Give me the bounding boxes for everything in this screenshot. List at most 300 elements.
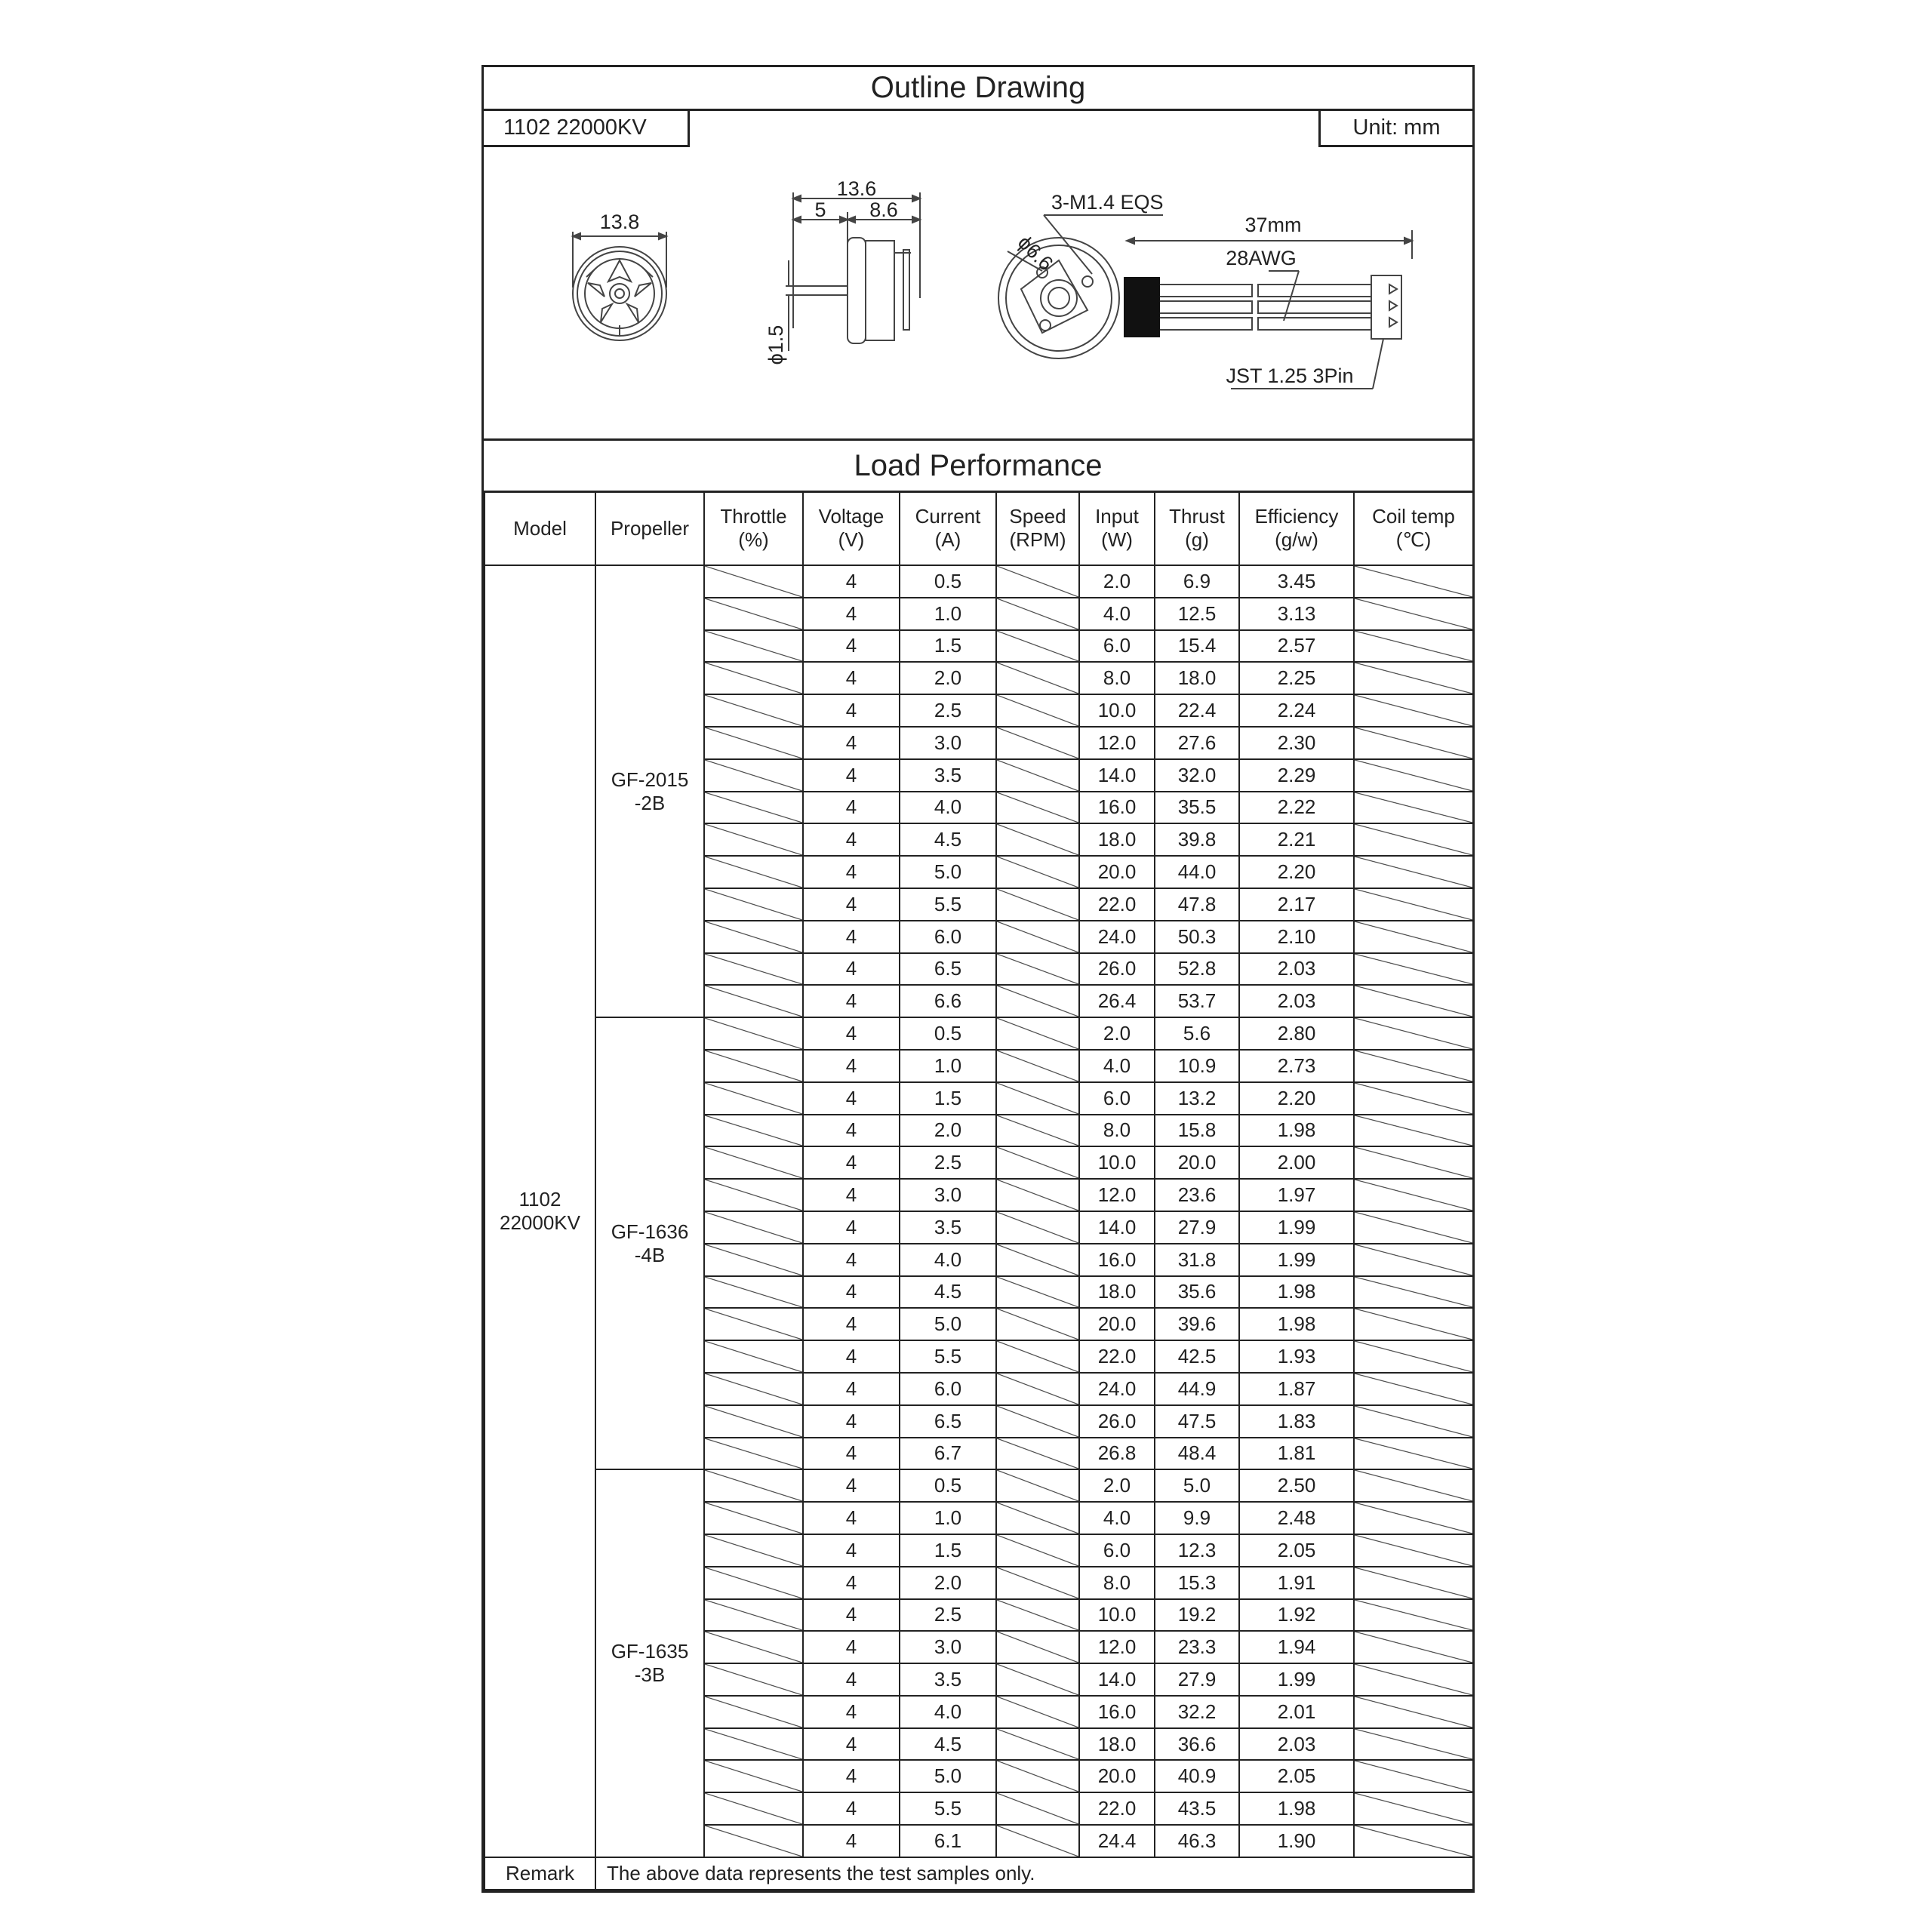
efficiency-cell: 1.99 — [1239, 1211, 1354, 1244]
thrust-cell: 23.3 — [1155, 1631, 1239, 1663]
throttle-cell — [704, 1567, 803, 1599]
efficiency-cell: 1.99 — [1239, 1244, 1354, 1276]
shaft-diameter-dim: ϕ1.5 — [764, 325, 787, 365]
current-cell: 2.0 — [900, 1115, 996, 1147]
lead-length-dim: 37mm — [1244, 214, 1302, 236]
model-cell: 1102 22000KV — [485, 565, 595, 1857]
throttle-cell — [704, 1308, 803, 1340]
thrust-cell: 32.2 — [1155, 1696, 1239, 1728]
efficiency-cell: 1.98 — [1239, 1792, 1354, 1825]
speed-cell — [996, 1373, 1079, 1405]
current-cell: 6.5 — [900, 1405, 996, 1438]
voltage-cell: 4 — [803, 985, 900, 1017]
input-cell: 18.0 — [1079, 823, 1155, 856]
coil-temp-cell — [1354, 1405, 1473, 1438]
coil-temp-cell — [1354, 1567, 1473, 1599]
header-speed: Speed (RPM) — [996, 491, 1079, 565]
current-cell: 3.5 — [900, 1211, 996, 1244]
current-cell: 6.6 — [900, 985, 996, 1017]
coil-temp-cell — [1354, 1534, 1473, 1567]
thrust-cell: 48.4 — [1155, 1438, 1239, 1470]
coil-temp-cell — [1354, 1276, 1473, 1309]
speed-cell — [996, 1728, 1079, 1761]
efficiency-cell: 1.97 — [1239, 1179, 1354, 1211]
input-cell: 22.0 — [1079, 1792, 1155, 1825]
current-cell: 1.5 — [900, 630, 996, 663]
throttle-cell — [704, 856, 803, 888]
speed-cell — [996, 1146, 1079, 1179]
throttle-cell — [704, 1825, 803, 1857]
input-cell: 2.0 — [1079, 1469, 1155, 1502]
coil-temp-cell — [1354, 662, 1473, 694]
voltage-cell: 4 — [803, 1760, 900, 1792]
efficiency-cell: 2.22 — [1239, 792, 1354, 824]
speed-cell — [996, 888, 1079, 921]
input-cell: 16.0 — [1079, 1244, 1155, 1276]
efficiency-cell: 2.05 — [1239, 1760, 1354, 1792]
input-cell: 18.0 — [1079, 1728, 1155, 1761]
coil-temp-cell — [1354, 1340, 1473, 1373]
current-cell: 1.0 — [900, 1502, 996, 1534]
current-cell: 5.0 — [900, 856, 996, 888]
voltage-cell: 4 — [803, 856, 900, 888]
speed-cell — [996, 1696, 1079, 1728]
side-body-dim: 8.6 — [869, 198, 898, 221]
input-cell: 4.0 — [1079, 598, 1155, 630]
throttle-cell — [704, 792, 803, 824]
throttle-cell — [704, 630, 803, 663]
speed-cell — [996, 662, 1079, 694]
input-cell: 16.0 — [1079, 1696, 1155, 1728]
thrust-cell: 19.2 — [1155, 1599, 1239, 1632]
propeller-cell: GF-2015 -2B — [595, 565, 704, 1017]
input-cell: 14.0 — [1079, 1211, 1155, 1244]
voltage-cell: 4 — [803, 1340, 900, 1373]
efficiency-cell: 2.05 — [1239, 1534, 1354, 1567]
input-cell: 12.0 — [1079, 1631, 1155, 1663]
speed-cell — [996, 598, 1079, 630]
throttle-cell — [704, 921, 803, 953]
voltage-cell: 4 — [803, 1308, 900, 1340]
voltage-cell: 4 — [803, 1825, 900, 1857]
current-cell: 6.0 — [900, 921, 996, 953]
efficiency-cell: 2.30 — [1239, 727, 1354, 759]
side-shaft-dim: 5 — [814, 198, 826, 221]
current-cell: 0.5 — [900, 565, 996, 598]
input-cell: 2.0 — [1079, 565, 1155, 598]
speed-cell — [996, 1244, 1079, 1276]
efficiency-cell: 1.98 — [1239, 1276, 1354, 1309]
current-cell: 2.5 — [900, 1146, 996, 1179]
voltage-cell: 4 — [803, 1276, 900, 1309]
throttle-cell — [704, 1696, 803, 1728]
voltage-cell: 4 — [803, 1405, 900, 1438]
input-cell: 4.0 — [1079, 1502, 1155, 1534]
coil-temp-cell — [1354, 1696, 1473, 1728]
header-model: Model — [485, 491, 595, 565]
thrust-cell: 53.7 — [1155, 985, 1239, 1017]
efficiency-cell: 3.13 — [1239, 598, 1354, 630]
throttle-cell — [704, 1082, 803, 1115]
throttle-cell — [704, 1276, 803, 1309]
front-view — [544, 232, 695, 340]
throttle-cell — [704, 662, 803, 694]
efficiency-cell: 2.03 — [1239, 1728, 1354, 1761]
coil-temp-cell — [1354, 1469, 1473, 1502]
throttle-cell — [704, 985, 803, 1017]
speed-cell — [996, 1438, 1079, 1470]
speed-cell — [996, 1276, 1079, 1309]
speed-cell — [996, 1599, 1079, 1632]
mount-diameter-dim: ϕ6.6 — [1013, 231, 1058, 275]
current-cell: 1.0 — [900, 598, 996, 630]
efficiency-cell: 2.20 — [1239, 1082, 1354, 1115]
thrust-cell: 46.3 — [1155, 1825, 1239, 1857]
throttle-cell — [704, 888, 803, 921]
voltage-cell: 4 — [803, 1696, 900, 1728]
thrust-cell: 52.8 — [1155, 953, 1239, 986]
input-cell: 12.0 — [1079, 727, 1155, 759]
current-cell: 3.5 — [900, 1663, 996, 1696]
speed-cell — [996, 1082, 1079, 1115]
throttle-cell — [704, 1502, 803, 1534]
efficiency-cell: 1.99 — [1239, 1663, 1354, 1696]
throttle-cell — [704, 694, 803, 727]
current-cell: 2.5 — [900, 1599, 996, 1632]
input-cell: 24.4 — [1079, 1825, 1155, 1857]
throttle-cell — [704, 1631, 803, 1663]
front-width-dim: 13.8 — [599, 211, 640, 233]
throttle-cell — [704, 1760, 803, 1792]
voltage-cell: 4 — [803, 888, 900, 921]
coil-temp-cell — [1354, 1244, 1473, 1276]
thrust-cell: 27.9 — [1155, 1663, 1239, 1696]
efficiency-cell: 2.48 — [1239, 1502, 1354, 1534]
throttle-cell — [704, 598, 803, 630]
input-cell: 10.0 — [1079, 1146, 1155, 1179]
thrust-cell: 15.4 — [1155, 630, 1239, 663]
thrust-cell: 27.6 — [1155, 727, 1239, 759]
input-cell: 20.0 — [1079, 856, 1155, 888]
thrust-cell: 15.8 — [1155, 1115, 1239, 1147]
coil-temp-cell — [1354, 1792, 1473, 1825]
coil-temp-cell — [1354, 759, 1473, 792]
current-cell: 5.0 — [900, 1760, 996, 1792]
speed-cell — [996, 1179, 1079, 1211]
speed-cell — [996, 1663, 1079, 1696]
input-cell: 24.0 — [1079, 921, 1155, 953]
current-cell: 3.0 — [900, 1179, 996, 1211]
voltage-cell: 4 — [803, 1469, 900, 1502]
thrust-cell: 50.3 — [1155, 921, 1239, 953]
efficiency-cell: 1.98 — [1239, 1308, 1354, 1340]
current-cell: 2.5 — [900, 694, 996, 727]
throttle-cell — [704, 953, 803, 986]
voltage-cell: 4 — [803, 792, 900, 824]
performance-table — [484, 491, 1474, 1890]
thrust-cell: 23.6 — [1155, 1179, 1239, 1211]
efficiency-cell: 2.00 — [1239, 1146, 1354, 1179]
speed-cell — [996, 1567, 1079, 1599]
coil-temp-cell — [1354, 1663, 1473, 1696]
coil-temp-cell — [1354, 1825, 1473, 1857]
coil-temp-cell — [1354, 921, 1473, 953]
current-cell: 4.5 — [900, 1276, 996, 1309]
propeller-cell: GF-1636 -4B — [595, 1017, 704, 1469]
thrust-cell: 20.0 — [1155, 1146, 1239, 1179]
coil-temp-cell — [1354, 985, 1473, 1017]
speed-cell — [996, 759, 1079, 792]
input-cell: 12.0 — [1079, 1179, 1155, 1211]
coil-temp-cell — [1354, 953, 1473, 986]
throttle-cell — [704, 565, 803, 598]
speed-cell — [996, 823, 1079, 856]
coil-temp-cell — [1354, 1050, 1473, 1082]
speed-cell — [996, 792, 1079, 824]
thrust-cell: 44.0 — [1155, 856, 1239, 888]
coil-temp-cell — [1354, 1502, 1473, 1534]
efficiency-cell: 2.25 — [1239, 662, 1354, 694]
voltage-cell: 4 — [803, 565, 900, 598]
coil-temp-cell — [1354, 856, 1473, 888]
voltage-cell: 4 — [803, 1438, 900, 1470]
input-cell: 14.0 — [1079, 759, 1155, 792]
voltage-cell: 4 — [803, 598, 900, 630]
spec-sheet — [481, 65, 1475, 1893]
coil-temp-cell — [1354, 888, 1473, 921]
coil-temp-cell — [1354, 727, 1473, 759]
speed-cell — [996, 953, 1079, 986]
thrust-cell: 15.3 — [1155, 1567, 1239, 1599]
efficiency-cell: 1.81 — [1239, 1438, 1354, 1470]
speed-cell — [996, 856, 1079, 888]
coil-temp-cell — [1354, 1115, 1473, 1147]
throttle-cell — [704, 1146, 803, 1179]
throttle-cell — [704, 1211, 803, 1244]
coil-temp-cell — [1354, 792, 1473, 824]
speed-cell — [996, 1017, 1079, 1050]
input-cell: 22.0 — [1079, 1340, 1155, 1373]
thrust-cell: 13.2 — [1155, 1082, 1239, 1115]
voltage-cell: 4 — [803, 953, 900, 986]
coil-temp-cell — [1354, 1373, 1473, 1405]
speed-cell — [996, 1115, 1079, 1147]
coil-temp-cell — [1354, 1728, 1473, 1761]
input-cell: 16.0 — [1079, 792, 1155, 824]
efficiency-cell: 2.73 — [1239, 1050, 1354, 1082]
throttle-cell — [704, 1050, 803, 1082]
header-voltage: Voltage (V) — [803, 491, 900, 565]
throttle-cell — [704, 1438, 803, 1470]
table-header-row — [485, 491, 1473, 565]
throttle-cell — [704, 823, 803, 856]
throttle-cell — [704, 1115, 803, 1147]
speed-cell — [996, 1502, 1079, 1534]
voltage-cell: 4 — [803, 1373, 900, 1405]
coil-temp-cell — [1354, 630, 1473, 663]
speed-cell — [996, 1405, 1079, 1438]
input-cell: 8.0 — [1079, 1115, 1155, 1147]
speed-cell — [996, 727, 1079, 759]
header-propeller: Propeller — [595, 491, 704, 565]
efficiency-cell: 2.50 — [1239, 1469, 1354, 1502]
efficiency-cell: 1.87 — [1239, 1373, 1354, 1405]
voltage-cell: 4 — [803, 1631, 900, 1663]
coil-temp-cell — [1354, 1082, 1473, 1115]
thrust-cell: 35.5 — [1155, 792, 1239, 824]
voltage-cell: 4 — [803, 1082, 900, 1115]
speed-cell — [996, 630, 1079, 663]
header-input: Input (W) — [1079, 491, 1155, 565]
speed-cell — [996, 1211, 1079, 1244]
speed-cell — [996, 565, 1079, 598]
current-cell: 3.0 — [900, 1631, 996, 1663]
input-cell: 6.0 — [1079, 1534, 1155, 1567]
current-cell: 1.5 — [900, 1082, 996, 1115]
input-cell: 8.0 — [1079, 1567, 1155, 1599]
coil-temp-cell — [1354, 1017, 1473, 1050]
thrust-cell: 47.8 — [1155, 888, 1239, 921]
efficiency-cell: 1.93 — [1239, 1340, 1354, 1373]
coil-temp-cell — [1354, 1760, 1473, 1792]
input-cell: 6.0 — [1079, 1082, 1155, 1115]
speed-cell — [996, 1534, 1079, 1567]
efficiency-cell: 2.21 — [1239, 823, 1354, 856]
efficiency-cell: 3.45 — [1239, 565, 1354, 598]
current-cell: 6.1 — [900, 1825, 996, 1857]
efficiency-cell: 1.90 — [1239, 1825, 1354, 1857]
thrust-cell: 27.9 — [1155, 1211, 1239, 1244]
input-cell: 8.0 — [1079, 662, 1155, 694]
voltage-cell: 4 — [803, 1146, 900, 1179]
throttle-cell — [704, 727, 803, 759]
wire-gauge-label: 28AWG — [1226, 247, 1297, 269]
header-current: Current (A) — [900, 491, 996, 565]
unit-label: Unit: mm — [1318, 111, 1472, 147]
remark-text: The above data represents the test samples only. — [595, 1857, 1473, 1890]
thrust-cell: 6.9 — [1155, 565, 1239, 598]
speed-cell — [996, 694, 1079, 727]
current-cell: 6.7 — [900, 1438, 996, 1470]
thrust-cell: 10.9 — [1155, 1050, 1239, 1082]
voltage-cell: 4 — [803, 727, 900, 759]
current-cell: 3.0 — [900, 727, 996, 759]
coil-temp-cell — [1354, 598, 1473, 630]
thrust-cell: 47.5 — [1155, 1405, 1239, 1438]
header-coil-temp: Coil temp (℃) — [1354, 491, 1473, 565]
throttle-cell — [704, 1599, 803, 1632]
efficiency-cell: 2.20 — [1239, 856, 1354, 888]
input-cell: 14.0 — [1079, 1663, 1155, 1696]
coil-temp-cell — [1354, 1438, 1473, 1470]
input-cell: 10.0 — [1079, 694, 1155, 727]
current-cell: 4.5 — [900, 823, 996, 856]
coil-temp-cell — [1354, 1599, 1473, 1632]
connector-label: JST 1.25 3Pin — [1226, 365, 1354, 387]
thrust-cell: 31.8 — [1155, 1244, 1239, 1276]
voltage-cell: 4 — [803, 1792, 900, 1825]
throttle-cell — [704, 1340, 803, 1373]
efficiency-cell: 2.24 — [1239, 694, 1354, 727]
current-cell: 5.5 — [900, 888, 996, 921]
model-label: 1102 22000KV — [484, 111, 690, 147]
table-row — [485, 1017, 1473, 1050]
perf-title: Load Performance — [484, 438, 1472, 493]
thrust-cell: 42.5 — [1155, 1340, 1239, 1373]
input-cell: 6.0 — [1079, 630, 1155, 663]
speed-cell — [996, 985, 1079, 1017]
current-cell: 2.0 — [900, 662, 996, 694]
efficiency-cell: 2.03 — [1239, 953, 1354, 986]
speed-cell — [996, 1308, 1079, 1340]
thrust-cell: 39.6 — [1155, 1308, 1239, 1340]
input-cell: 26.4 — [1079, 985, 1155, 1017]
speed-cell — [996, 1825, 1079, 1857]
voltage-cell: 4 — [803, 1017, 900, 1050]
voltage-cell: 4 — [803, 759, 900, 792]
thrust-cell: 40.9 — [1155, 1760, 1239, 1792]
speed-cell — [996, 1760, 1079, 1792]
voltage-cell: 4 — [803, 1502, 900, 1534]
voltage-cell: 4 — [803, 1663, 900, 1696]
current-cell: 6.0 — [900, 1373, 996, 1405]
screws-label: 3-M1.4 EQS — [1051, 191, 1164, 214]
current-cell: 5.0 — [900, 1308, 996, 1340]
coil-temp-cell — [1354, 1631, 1473, 1663]
current-cell: 4.0 — [900, 1696, 996, 1728]
side-view — [786, 192, 920, 351]
input-cell: 20.0 — [1079, 1308, 1155, 1340]
thrust-cell: 12.3 — [1155, 1534, 1239, 1567]
speed-cell — [996, 1469, 1079, 1502]
thrust-cell: 32.0 — [1155, 759, 1239, 792]
thrust-cell: 12.5 — [1155, 598, 1239, 630]
efficiency-cell: 1.98 — [1239, 1115, 1354, 1147]
voltage-cell: 4 — [803, 1179, 900, 1211]
coil-temp-cell — [1354, 1308, 1473, 1340]
throttle-cell — [704, 1534, 803, 1567]
efficiency-cell: 1.91 — [1239, 1567, 1354, 1599]
coil-temp-cell — [1354, 1179, 1473, 1211]
efficiency-cell: 2.10 — [1239, 921, 1354, 953]
coil-temp-cell — [1354, 1146, 1473, 1179]
header-efficiency: Efficiency (g/w) — [1239, 491, 1354, 565]
input-cell: 2.0 — [1079, 1017, 1155, 1050]
input-cell: 20.0 — [1079, 1760, 1155, 1792]
voltage-cell: 4 — [803, 1050, 900, 1082]
efficiency-cell: 2.01 — [1239, 1696, 1354, 1728]
current-cell: 0.5 — [900, 1017, 996, 1050]
throttle-cell — [704, 1244, 803, 1276]
current-cell: 1.0 — [900, 1050, 996, 1082]
input-cell: 26.8 — [1079, 1438, 1155, 1470]
speed-cell — [996, 1340, 1079, 1373]
thrust-cell: 9.9 — [1155, 1502, 1239, 1534]
thrust-cell: 36.6 — [1155, 1728, 1239, 1761]
efficiency-cell: 1.94 — [1239, 1631, 1354, 1663]
throttle-cell — [704, 1179, 803, 1211]
input-cell: 24.0 — [1079, 1373, 1155, 1405]
current-cell: 4.5 — [900, 1728, 996, 1761]
current-cell: 0.5 — [900, 1469, 996, 1502]
speed-cell — [996, 1792, 1079, 1825]
table-row — [485, 565, 1473, 598]
voltage-cell: 4 — [803, 630, 900, 663]
thrust-cell: 44.9 — [1155, 1373, 1239, 1405]
header-throttle: Throttle (%) — [704, 491, 803, 565]
voltage-cell: 4 — [803, 662, 900, 694]
efficiency-cell: 2.17 — [1239, 888, 1354, 921]
